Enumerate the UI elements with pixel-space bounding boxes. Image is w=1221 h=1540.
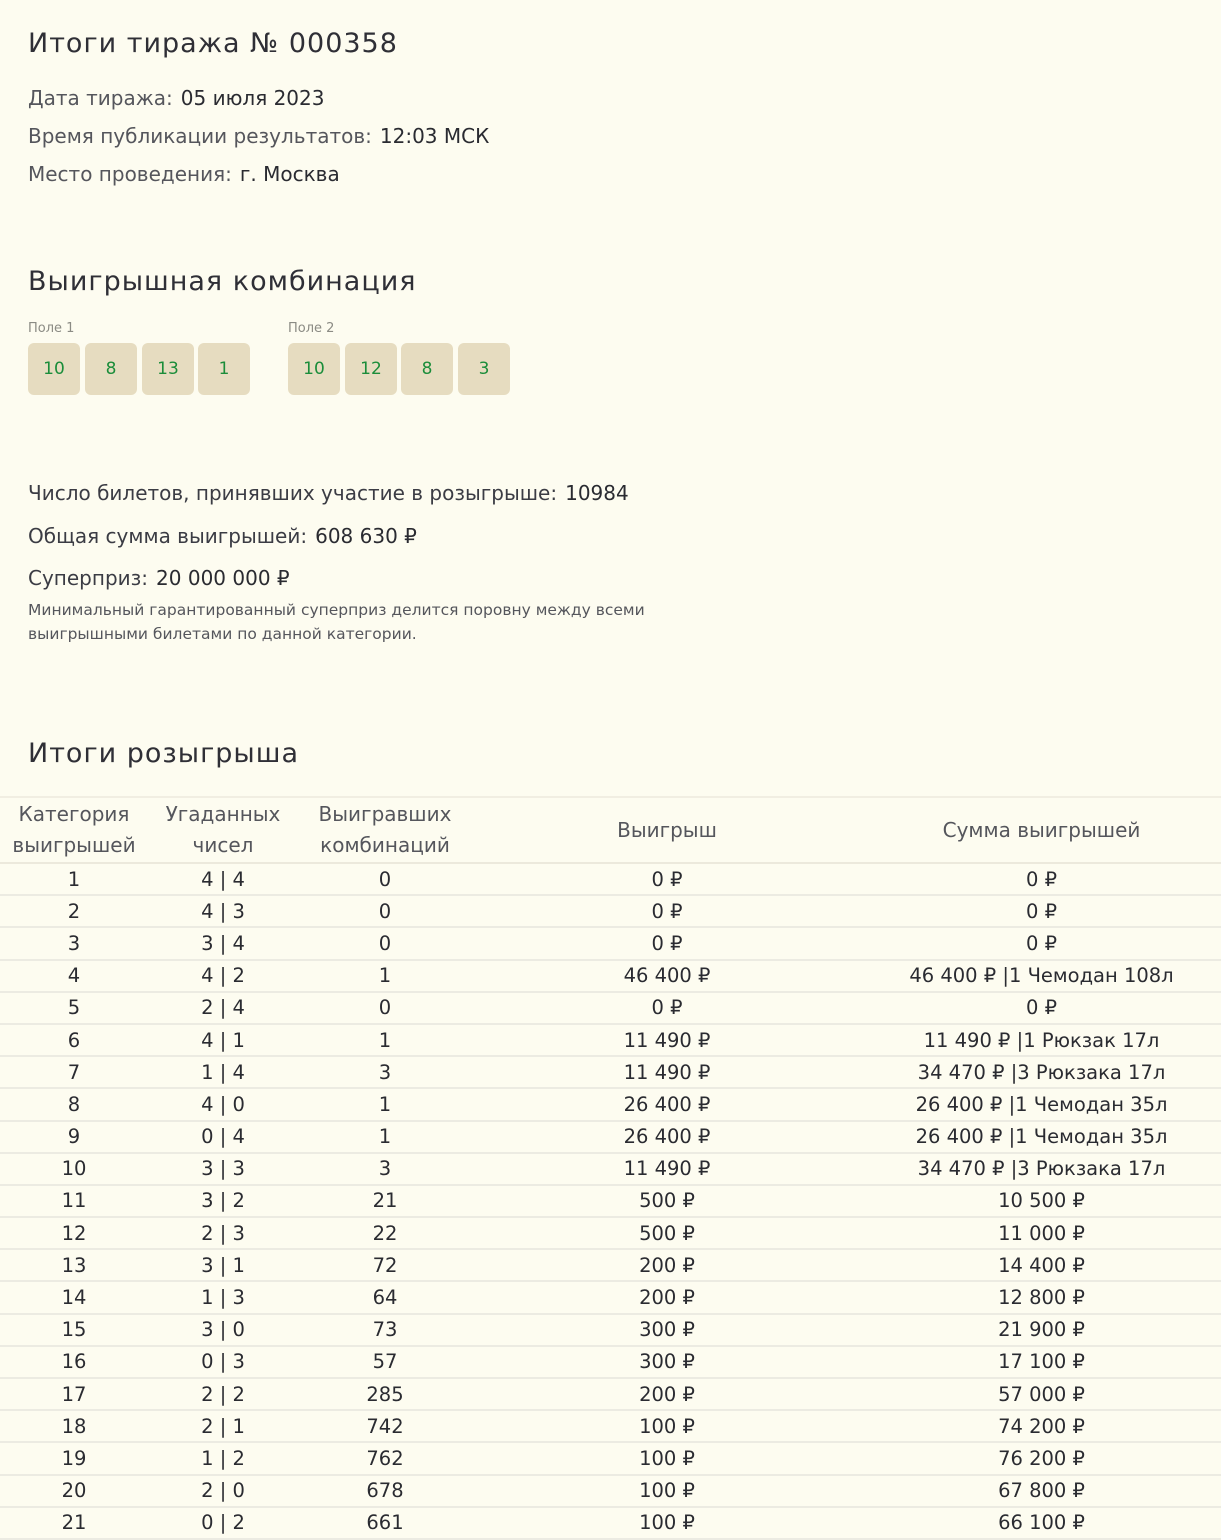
cell-sum: 34 470 ₽ |3 Рюкзака 17л — [862, 1153, 1221, 1185]
cell-sum: 74 200 ₽ — [862, 1410, 1221, 1442]
cell-combinations: 762 — [298, 1442, 472, 1474]
cell-guessed: 4 | 2 — [148, 960, 298, 992]
cell-category: 4 — [0, 960, 148, 992]
table-row — [0, 1410, 1221, 1442]
draw-place — [28, 155, 489, 193]
cell-category: 14 — [0, 1281, 148, 1313]
draw-place-label: Место проведения: — [28, 162, 232, 186]
cell-sum: 67 800 ₽ — [862, 1475, 1221, 1507]
cell-prize: 300 ₽ — [472, 1314, 862, 1346]
cell-combinations: 21 — [298, 1185, 472, 1217]
draw-details — [28, 79, 489, 193]
cell-combinations: 285 — [298, 1378, 472, 1410]
cell-sum: 0 ₽ — [862, 863, 1221, 895]
superprize-label: Суперприз: — [28, 566, 149, 590]
header-category: Категория выигрышей — [0, 797, 148, 863]
cell-guessed: 4 | 0 — [148, 1088, 298, 1120]
total-winnings-value: 608 630 ₽ — [315, 524, 417, 548]
cell-category: 3 — [0, 927, 148, 959]
field-1-ball: 1 — [198, 343, 250, 395]
cell-guessed: 0 | 3 — [148, 1346, 298, 1378]
cell-prize: 46 400 ₽ — [472, 960, 862, 992]
cell-combinations: 72 — [298, 1249, 472, 1281]
tickets-count-label: Число билетов, принявших участие в розыгрыше: — [28, 481, 558, 505]
cell-prize: 0 ₽ — [472, 927, 862, 959]
cell-combinations: 742 — [298, 1410, 472, 1442]
cell-prize: 11 490 ₽ — [472, 1024, 862, 1056]
field-2-ball: 12 — [345, 343, 397, 395]
cell-sum: 0 ₽ — [862, 992, 1221, 1024]
cell-sum: 17 100 ₽ — [862, 1346, 1221, 1378]
cell-combinations: 0 — [298, 863, 472, 895]
total-winnings — [28, 524, 417, 548]
cell-sum: 14 400 ₽ — [862, 1249, 1221, 1281]
cell-prize: 26 400 ₽ — [472, 1088, 862, 1120]
tickets-count-value: 10984 — [565, 481, 629, 505]
table-row — [0, 1314, 1221, 1346]
superprize — [28, 566, 290, 590]
draw-date-value: 05 июля 2023 — [180, 86, 325, 110]
cell-prize: 26 400 ₽ — [472, 1121, 862, 1153]
field-1-label: Поле 1 — [28, 321, 75, 336]
cell-category: 11 — [0, 1185, 148, 1217]
cell-sum: 76 200 ₽ — [862, 1442, 1221, 1474]
cell-category: 13 — [0, 1249, 148, 1281]
tickets-count — [28, 481, 629, 505]
draw-info — [28, 28, 398, 59]
cell-sum: 26 400 ₽ |1 Чемодан 35л — [862, 1121, 1221, 1153]
cell-sum: 12 800 ₽ — [862, 1281, 1221, 1313]
cell-combinations: 22 — [298, 1217, 472, 1249]
cell-combinations: 3 — [298, 1153, 472, 1185]
table-row — [0, 927, 1221, 959]
cell-prize: 11 490 ₽ — [472, 1153, 862, 1185]
field-2-ball: 8 — [401, 343, 453, 395]
combination-title: Выигрышная комбинация — [28, 266, 417, 297]
cell-prize: 300 ₽ — [472, 1346, 862, 1378]
cell-category: 17 — [0, 1378, 148, 1410]
field-1-ball: 10 — [28, 343, 80, 395]
cell-sum: 34 470 ₽ |3 Рюкзака 17л — [862, 1056, 1221, 1088]
cell-guessed: 3 | 3 — [148, 1153, 298, 1185]
table-row — [0, 1507, 1221, 1539]
cell-prize: 200 ₽ — [472, 1281, 862, 1313]
cell-sum: 57 000 ₽ — [862, 1378, 1221, 1410]
cell-guessed: 2 | 4 — [148, 992, 298, 1024]
cell-combinations: 73 — [298, 1314, 472, 1346]
cell-combinations: 0 — [298, 895, 472, 927]
draw-place-value: г. Москва — [239, 162, 340, 186]
cell-category: 21 — [0, 1507, 148, 1539]
results-title: Итоги розыгрыша — [28, 738, 299, 769]
cell-prize: 100 ₽ — [472, 1507, 862, 1539]
table-row — [0, 1249, 1221, 1281]
cell-guessed: 1 | 4 — [148, 1056, 298, 1088]
cell-sum: 10 500 ₽ — [862, 1185, 1221, 1217]
table-row — [0, 1121, 1221, 1153]
table-row — [0, 1153, 1221, 1185]
superprize-value: 20 000 000 ₽ — [156, 566, 290, 590]
cell-sum: 11 490 ₽ |1 Рюкзак 17л — [862, 1024, 1221, 1056]
table-row — [0, 960, 1221, 992]
cell-combinations: 0 — [298, 927, 472, 959]
cell-guessed: 3 | 4 — [148, 927, 298, 959]
results-body — [0, 863, 1221, 1539]
cell-guessed: 2 | 0 — [148, 1475, 298, 1507]
cell-prize: 0 ₽ — [472, 863, 862, 895]
header-winning-combinations: Выигравших комбинаций — [298, 797, 472, 863]
results-table — [0, 796, 1221, 1540]
cell-prize: 100 ₽ — [472, 1410, 862, 1442]
cell-prize: 11 490 ₽ — [472, 1056, 862, 1088]
table-row — [0, 992, 1221, 1024]
field-1-ball: 8 — [85, 343, 137, 395]
cell-prize: 0 ₽ — [472, 895, 862, 927]
field-2-ball: 10 — [288, 343, 340, 395]
cell-prize: 200 ₽ — [472, 1249, 862, 1281]
table-row — [0, 1442, 1221, 1474]
cell-category: 19 — [0, 1442, 148, 1474]
cell-guessed: 2 | 3 — [148, 1217, 298, 1249]
superprize-note: Минимальный гарантированный суперприз делится поровну между всеми выигрышными билетами по данной категории. — [28, 601, 645, 643]
cell-category: 1 — [0, 863, 148, 895]
results-section — [28, 738, 299, 769]
cell-guessed: 1 | 2 — [148, 1442, 298, 1474]
cell-category: 16 — [0, 1346, 148, 1378]
combination-section — [28, 266, 417, 297]
cell-guessed: 3 | 1 — [148, 1249, 298, 1281]
cell-guessed: 2 | 2 — [148, 1378, 298, 1410]
cell-sum: 0 ₽ — [862, 895, 1221, 927]
page-title: Итоги тиража № 000358 — [28, 28, 398, 59]
cell-combinations: 3 — [298, 1056, 472, 1088]
cell-prize: 0 ₽ — [472, 992, 862, 1024]
field-2-label: Поле 2 — [288, 321, 335, 336]
table-row — [0, 1346, 1221, 1378]
field-1-ball: 13 — [142, 343, 194, 395]
cell-guessed: 2 | 1 — [148, 1410, 298, 1442]
table-row — [0, 1088, 1221, 1120]
cell-category: 9 — [0, 1121, 148, 1153]
cell-category: 10 — [0, 1153, 148, 1185]
field-2-ball: 3 — [458, 343, 510, 395]
cell-guessed: 4 | 1 — [148, 1024, 298, 1056]
cell-category: 12 — [0, 1217, 148, 1249]
cell-combinations: 1 — [298, 960, 472, 992]
publication-time-label: Время публикации результатов: — [28, 124, 372, 148]
cell-prize: 500 ₽ — [472, 1185, 862, 1217]
header-sum: Сумма выигрышей — [862, 797, 1221, 863]
cell-sum: 46 400 ₽ |1 Чемодан 108л — [862, 960, 1221, 992]
cell-combinations: 64 — [298, 1281, 472, 1313]
publication-time-value: 12:03 МСК — [379, 124, 490, 148]
cell-category: 6 — [0, 1024, 148, 1056]
cell-category: 2 — [0, 895, 148, 927]
cell-combinations: 0 — [298, 992, 472, 1024]
cell-guessed: 1 | 3 — [148, 1281, 298, 1313]
cell-guessed: 4 | 3 — [148, 895, 298, 927]
cell-category: 8 — [0, 1088, 148, 1120]
cell-combinations: 661 — [298, 1507, 472, 1539]
cell-category: 20 — [0, 1475, 148, 1507]
results-header-row — [0, 797, 1221, 863]
cell-sum: 0 ₽ — [862, 927, 1221, 959]
table-row — [0, 1378, 1221, 1410]
cell-combinations: 678 — [298, 1475, 472, 1507]
table-row — [0, 1185, 1221, 1217]
cell-combinations: 1 — [298, 1121, 472, 1153]
draw-date — [28, 79, 489, 117]
cell-prize: 500 ₽ — [472, 1217, 862, 1249]
table-row — [0, 1024, 1221, 1056]
table-row — [0, 863, 1221, 895]
cell-sum: 26 400 ₽ |1 Чемодан 35л — [862, 1088, 1221, 1120]
header-prize: Выигрыш — [472, 797, 862, 863]
cell-sum: 21 900 ₽ — [862, 1314, 1221, 1346]
header-guessed: Угаданных чисел — [148, 797, 298, 863]
cell-prize: 100 ₽ — [472, 1442, 862, 1474]
cell-sum: 11 000 ₽ — [862, 1217, 1221, 1249]
cell-guessed: 3 | 2 — [148, 1185, 298, 1217]
table-row — [0, 895, 1221, 927]
cell-combinations: 1 — [298, 1088, 472, 1120]
table-row — [0, 1475, 1221, 1507]
cell-category: 5 — [0, 992, 148, 1024]
cell-guessed: 0 | 4 — [148, 1121, 298, 1153]
cell-category: 15 — [0, 1314, 148, 1346]
cell-guessed: 4 | 4 — [148, 863, 298, 895]
cell-guessed: 3 | 0 — [148, 1314, 298, 1346]
cell-sum: 66 100 ₽ — [862, 1507, 1221, 1539]
table-row — [0, 1056, 1221, 1088]
draw-date-label: Дата тиража: — [28, 86, 173, 110]
cell-category: 7 — [0, 1056, 148, 1088]
cell-category: 18 — [0, 1410, 148, 1442]
cell-guessed: 0 | 2 — [148, 1507, 298, 1539]
table-row — [0, 1217, 1221, 1249]
cell-combinations: 57 — [298, 1346, 472, 1378]
cell-combinations: 1 — [298, 1024, 472, 1056]
table-row — [0, 1281, 1221, 1313]
cell-prize: 200 ₽ — [472, 1378, 862, 1410]
total-winnings-label: Общая сумма выигрышей: — [28, 524, 308, 548]
cell-prize: 100 ₽ — [472, 1475, 862, 1507]
publication-time — [28, 117, 489, 155]
